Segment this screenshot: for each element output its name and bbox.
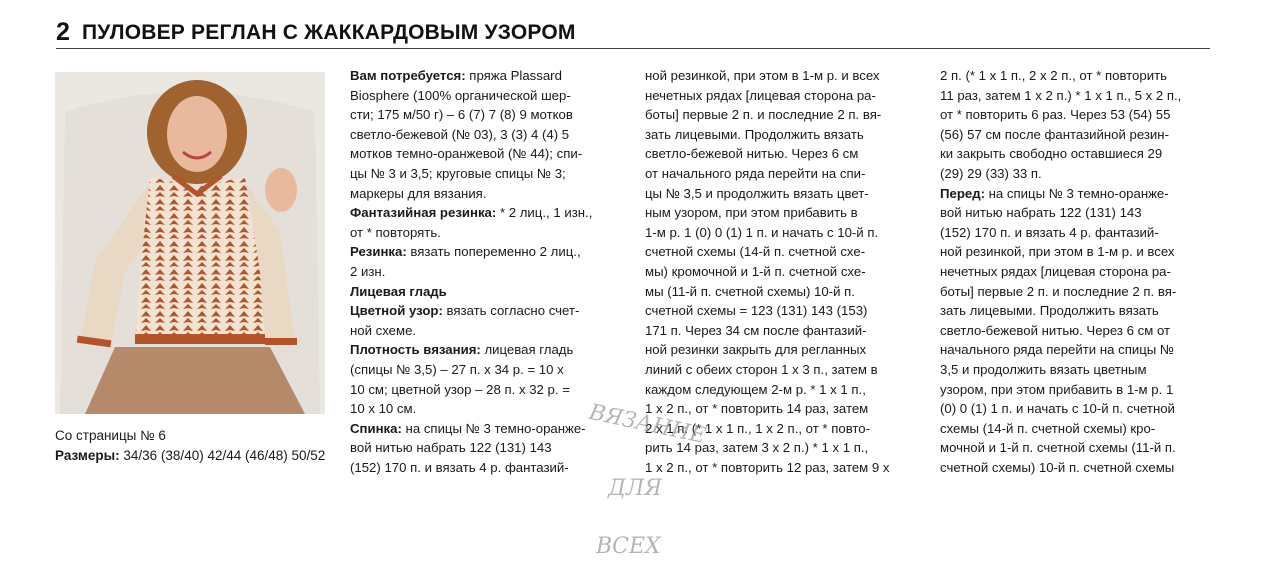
text-line	[350, 66, 620, 86]
text-line: от * повторить 6 раз. Через 53 (54) 55	[940, 107, 1171, 123]
text-line: светло-бежевой (№ 03), 3 (3) 4 (4) 5	[350, 126, 570, 142]
text-line: Biosphere (100% органической шер-	[350, 87, 571, 103]
text-line: 2 п. (* 1 х 1 п., 2 х 2 п., от * повторить	[940, 68, 1168, 83]
section-text: на спицы № 3 темно-оранже-	[984, 185, 1169, 201]
text-line: цы № 3 и 3,5; круговые спицы № 3;	[350, 165, 566, 181]
text-line: маркеры для вязания.	[350, 185, 487, 201]
text-line: (спицы № 3,5) – 27 п. х 34 р. = 10 х	[350, 361, 564, 377]
text-line: 1 х 2 п., от * повторить 12 раз, затем 9 х	[645, 459, 890, 475]
text-column-1	[350, 66, 620, 477]
text-line: ной резинкой, при этом в 1-м р. и всех	[940, 244, 1175, 260]
watermark-line-2: ДЛЯ	[608, 476, 663, 501]
text-line	[350, 340, 620, 360]
text-column-3	[940, 66, 1211, 477]
sweater-illustration	[55, 72, 325, 414]
text-line: рить 14 раз, затем 3 х 2 п.) * 1 х 1 п.,	[645, 440, 869, 456]
model-photo	[55, 72, 325, 414]
text-line: светло-бежевой нитью. Через 6 см	[645, 146, 859, 162]
text-line: 11 раз, затем 1 х 2 п.) * 1 х 1 п., 5 х 2 п.,	[940, 87, 1182, 103]
text-line: схемы (14-й п. счетной схемы) кро-	[940, 420, 1156, 436]
section-text: * 2 лиц., 1 изн.,	[496, 205, 593, 221]
sizes-label: Размеры:	[55, 447, 120, 463]
text-line: цы № 3,5 и продолжить вязать цвет-	[645, 185, 869, 201]
text-line: зать лицевыми. Продолжить вязать	[645, 126, 864, 142]
text-line: 1-м р. 1 (0) 0 (1) 1 п. и начать с 10-й п.	[645, 224, 879, 240]
section-label: Резинка:	[350, 244, 407, 260]
section-label: Цветной узор:	[350, 303, 443, 319]
text-line: вой нитью набрать 122 (131) 143	[940, 205, 1142, 221]
text-line: ной резинкой, при этом в 1-м р. и всех	[645, 68, 880, 83]
text-line: 10 см; цветной узор – 28 п. х 32 р. =	[350, 381, 570, 397]
text-line	[350, 419, 620, 439]
sizes-line	[55, 446, 330, 466]
text-line: боты] первые 2 п. и последние 2 п. вя-	[645, 107, 882, 123]
text-line: вой нитью набрать 122 (131) 143	[350, 440, 552, 456]
watermark-line-1: ВЯЗАНИЕ	[586, 399, 709, 450]
page-header	[56, 18, 1210, 49]
page-title: ПУЛОВЕР РЕГЛАН С ЖАККАРДОВЫМ УЗОРОМ	[82, 21, 576, 44]
text-line: 10 х 10 см.	[350, 401, 417, 417]
text-line: (152) 170 п. и вязать 4 р. фантазий-	[940, 224, 1159, 240]
section-text: на спицы № 3 темно-оранже-	[401, 420, 586, 436]
text-line: нечетных рядах [лицевая сторона ра-	[940, 263, 1171, 279]
photo-caption	[55, 426, 330, 465]
text-line: светло-бежевой нитью. Через 6 см от	[940, 322, 1171, 338]
section-label: Перед:	[940, 185, 985, 201]
text-line: (152) 170 п. и вязать 4 р. фантазий-	[350, 459, 569, 475]
text-line: мы (11-й п. счетной схемы) 10-й п.	[645, 283, 855, 299]
text-line: (56) 57 см после фантазийной резин-	[940, 126, 1169, 142]
text-line: 2 х 1 п. (* 1 х 1 п., 1 х 2 п., от * повто-	[645, 420, 871, 436]
source-note: Со страницы № 6	[55, 428, 166, 443]
text-line: узором, при этом прибавить в 1-м р. 1	[940, 381, 1174, 397]
section-label: Фантазийная резинка:	[350, 205, 497, 221]
text-line: ной резинки закрыть для регланных	[645, 342, 867, 358]
section-text: вязать попеременно 2 лиц.,	[406, 244, 581, 260]
section-label: Спинка:	[350, 420, 402, 436]
text-line: мочной и 1-й п. счетной схемы (11-й п.	[940, 440, 1176, 456]
text-line	[350, 282, 620, 302]
text-line: счетной схемы (14-й п. счетной схе-	[645, 244, 866, 260]
text-line: ным узором, при этом прибавить в	[645, 205, 858, 221]
watermark-line-3: ВСЕХ	[596, 534, 661, 559]
text-line: 1 х 2 п., от * повторить 14 раз, затем	[645, 401, 869, 417]
text-line: сти; 175 м/50 г) – 6 (7) 7 (8) 9 мотков	[350, 107, 573, 123]
section-text: вязать согласно счет-	[442, 303, 580, 319]
section-label: Лицевая гладь	[350, 283, 447, 299]
text-line: каждом следующем 2-м р. * 1 х 1 п.,	[645, 381, 866, 397]
text-line: боты] первые 2 п. и последние 2 п. вя-	[940, 283, 1177, 299]
text-line	[940, 184, 1211, 204]
text-line: зать лицевыми. Продолжить вязать	[940, 303, 1159, 319]
pattern-number: 2	[56, 18, 70, 46]
text-line: 3,5 и продолжить вязать цветным	[940, 361, 1147, 377]
text-line	[350, 203, 620, 223]
text-line: (0) 0 (1) 1 п. и начать с 10-й п. счетной	[940, 401, 1175, 417]
text-line: 171 п. Через 34 см после фантазий-	[645, 322, 867, 338]
text-line	[350, 301, 620, 321]
text-line: начального ряда перейти на спицы №	[940, 342, 1175, 358]
text-line: ки закрыть свободно оставшиеся 29	[940, 146, 1163, 162]
text-line: мотков темно-оранжевой (№ 44); спи-	[350, 146, 583, 162]
text-line: от * повторять.	[350, 224, 441, 240]
text-line: 2 изн.	[350, 263, 386, 279]
text-line: (29) 29 (33) 33 п.	[940, 165, 1042, 181]
section-label: Плотность вязания:	[350, 342, 481, 358]
text-line: линий с обеих сторон 1 х 3 п., затем в	[645, 361, 878, 377]
section-label: Вам потребуется:	[350, 68, 466, 83]
text-line: счетной схемы) 10-й п. счетной схемы	[940, 459, 1175, 475]
text-line: ной схеме.	[350, 322, 417, 338]
section-text: пряжа Plassard	[465, 68, 562, 83]
text-line	[350, 242, 620, 262]
text-line: счетной схемы = 123 (131) 143 (153)	[645, 303, 868, 319]
text-column-2	[645, 66, 915, 477]
section-text: лицевая гладь	[480, 342, 574, 358]
text-line: мы) кромочной и 1-й п. счетной схе-	[645, 263, 866, 279]
text-line: от начального ряда перейти на спи-	[645, 165, 866, 181]
sizes-value: 34/36 (38/40) 42/44 (46/48) 50/52	[119, 447, 326, 463]
text-line: нечетных рядах [лицевая сторона ра-	[645, 87, 876, 103]
